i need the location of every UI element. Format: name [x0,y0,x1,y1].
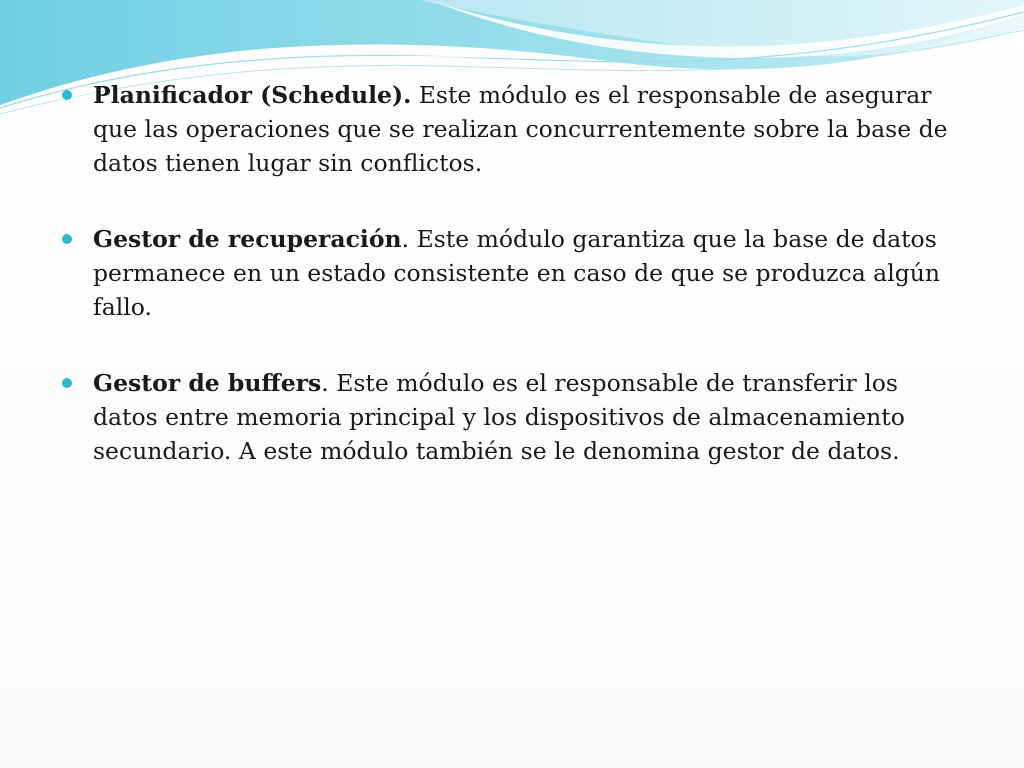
bullet-item-planificador [62,78,962,180]
bullet-text: Este módulo es el responsable de asegurar que las operaciones que se realizan concurrentemente sobre la base de datos tienen lugar sin conflictos. [93,81,948,177]
bullet-list [62,78,962,510]
bullet-term: Planificador (Schedule). [93,81,412,109]
bullet-dot-icon [62,234,72,244]
bullet-dot-icon [62,378,72,388]
bullet-dot-icon [62,90,72,100]
bullet-item-gestor-buffers [62,366,962,468]
bullet-item-gestor-recuperacion [62,222,962,324]
bullet-text: . Este módulo garantiza que la base de datos permanece en un estado consistente en caso de que se produzca algún fallo. [93,225,941,321]
bullet-term: Gestor de recuperación [93,225,402,253]
bullet-term: Gestor de buffers [93,369,322,397]
bullet-text: . Este módulo es el responsable de transferir los datos entre memoria principal y los dispositivos de almacenamiento secundario. A este módulo también se le denomina gestor de datos. [93,369,905,465]
